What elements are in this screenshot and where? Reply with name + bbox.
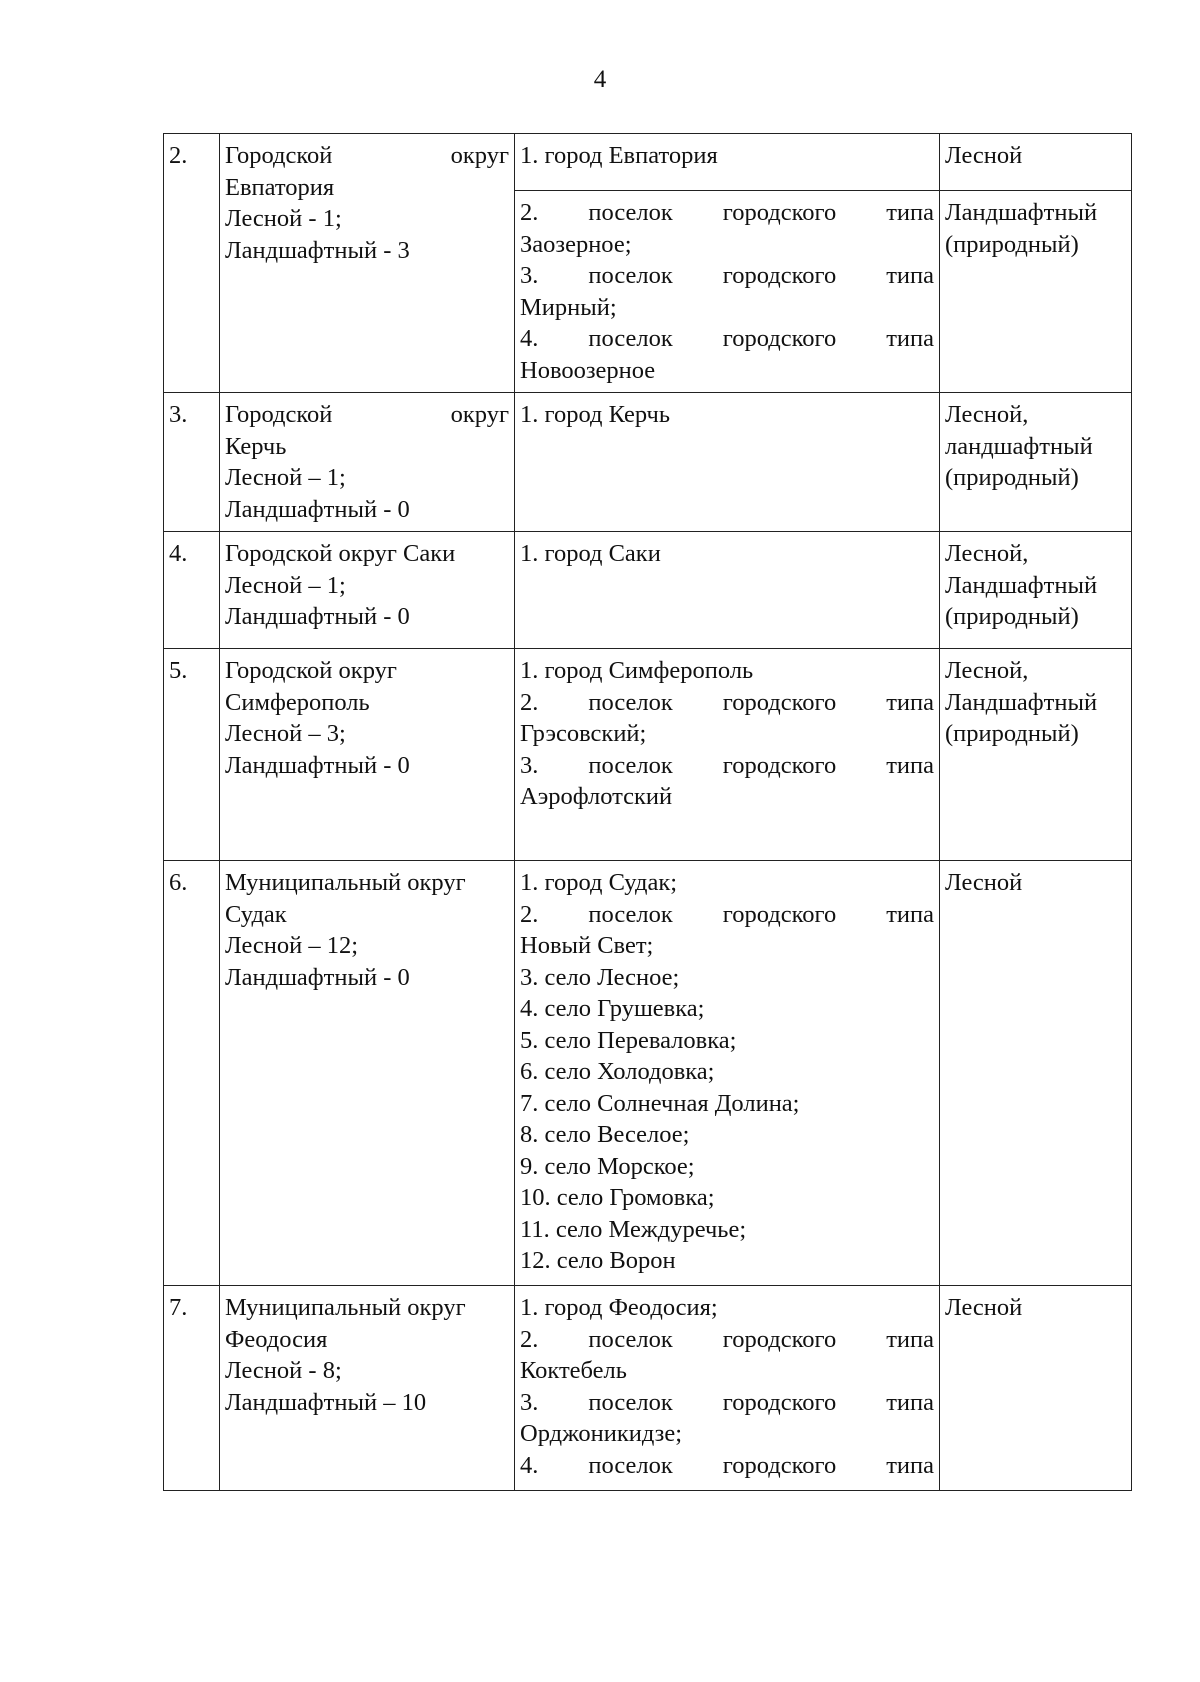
settlements-cell: 1. город Судак; 2. поселок городского типа Новый Свет; 3. село Лесное; 4. село Грушевка; 5. село Переваловка; 6. село Холодовка; 7. село Солнечная Долина; 8. село Веселое; 9. село Морское; 10. село Громовка; 11. село Междуречье; 12. село Ворон [515,861,940,1286]
row-number: 5. [164,649,220,861]
row-number: 7. [164,1286,220,1491]
district-cell: Городской округ Симферополь Лесной – 3; Ландшафтный - 0 [220,649,515,861]
district-cell: Городской округ Саки Лесной – 1; Ландшафтный - 0 [220,532,515,649]
settlements-cell: 1. город Евпатория [515,134,940,191]
settlements-cell: 1. город Саки [515,532,940,649]
table-row [164,861,1132,1286]
district-cell: Городской округ Керчь Лесной – 1; Ландшафтный - 0 [220,393,515,532]
type-cell: Лесной, ландшафтный (природный) [940,393,1132,532]
type-cell: Лесной, Ландшафтный (природный) [940,649,1132,861]
settlements-cell: 1. город Симферополь 2. поселок городского типа Грэсовский; 3. поселок городского типа Аэрофлотский [515,649,940,861]
table-row [164,532,1132,649]
table-row [164,134,1132,191]
type-cell: Лесной, Ландшафтный (природный) [940,532,1132,649]
row-number: 4. [164,532,220,649]
district-cell: Муниципальный округ Судак Лесной – 12; Ландшафтный - 0 [220,861,515,1286]
row-number: 6. [164,861,220,1286]
district-cell: Городской округ Евпатория Лесной - 1; Ландшафтный - 3 [220,134,515,393]
type-cell: Лесной [940,134,1132,191]
row-number: 3. [164,393,220,532]
table-row [164,1286,1132,1491]
table-row [164,649,1132,861]
page-number: 4 [593,66,607,93]
settlements-cell: 1. город Керчь [515,393,940,532]
settlements-cell: 2. поселок городского типа Заозерное; 3. поселок городского типа Мирный; 4. поселок городского типа Новоозерное [515,191,940,393]
table-row [164,393,1132,532]
settlements-cell: 1. город Феодосия; 2. поселок городского типа Коктебель 3. поселок городского типа Орджоникидзе; 4. поселок городского типа [515,1286,940,1491]
type-cell: Лесной [940,1286,1132,1491]
district-cell: Муниципальный округ Феодосия Лесной - 8; Ландшафтный – 10 [220,1286,515,1491]
type-cell: Ландшафтный (природный) [940,191,1132,393]
row-number: 2. [164,134,220,393]
type-cell: Лесной [940,861,1132,1286]
settlements-table [163,133,1132,1491]
